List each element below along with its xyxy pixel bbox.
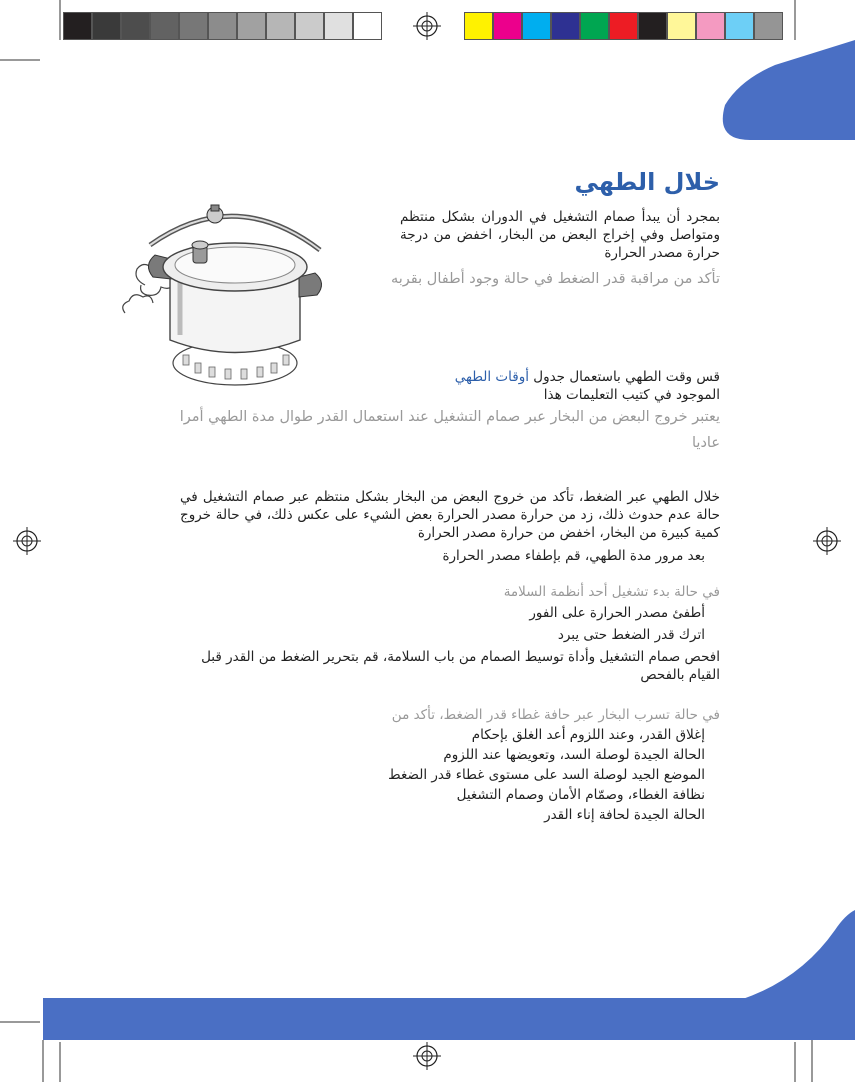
- section1-body: بمجرد أن يبدأ صمام التشغيل في الدوران بشكل منتظم ومتواصل وفي إخراج البعض من البخار، اخفض من درجة حرارة مصدر الحرارة: [400, 209, 720, 261]
- section4-item-2: اترك قدر الضغط حتى يبرد: [557, 627, 705, 643]
- section5-item-1: إغلاق القدر، وعند اللزوم أعد الغلق بإحكام: [471, 727, 705, 743]
- section3-after: بعد مرور مدة الطهي، قم بإطفاء مصدر الحرارة: [442, 548, 705, 564]
- footer-band: [43, 998, 855, 1040]
- pressure-cooker-illustration: [115, 195, 330, 395]
- section4-item-1: أطفئ مصدر الحرارة على الفور: [529, 605, 705, 621]
- section2-note: يعتبر خروج البعض من البخار عبر صمام التشغيل عند استعمال القدر طوال مدة الطهي أمرا عاديا: [179, 409, 720, 451]
- section5-item-3: الموضع الجيد لوصلة السد على مستوى غطاء قدر الضغط: [388, 767, 705, 783]
- corner-tab-top: [715, 40, 855, 140]
- section4-heading: في حالة بدء تشغيل أحد أنظمة السلامة: [503, 584, 720, 600]
- section1-note: تأكد من مراقبة قدر الضغط في حالة وجود أطفال بقربه: [391, 271, 720, 287]
- corner-tab-bottom: [740, 910, 855, 1000]
- section2-line2: الموجود في كتيب التعليمات هذا: [543, 387, 720, 403]
- section3-body: خلال الطهي عبر الضغط، تأكد من خروج البعض من البخار بشكل منتظم عبر صمام التشغيل في حالة عدم حدوث ذلك، زد من حرارة مصدر الحرارة بعض الشيء على عكس ذلك، في حالة خروج كمية كبيرة من البخار، اخفض من حرارة مصدر الحرارة: [180, 489, 720, 541]
- section4-item-3: افحص صمام التشغيل وأداة توسيط الصمام من باب السلامة، قم بتحرير الضغط من القدر قبل القيام بالفحص: [201, 649, 720, 683]
- section5-item-2: الحالة الجيدة لوصلة السد، وتعويضها عند اللزوم: [443, 747, 705, 763]
- section2-line1: [300, 368, 720, 386]
- section5-item-5: الحالة الجيدة لحافة إناء القدر: [544, 807, 705, 823]
- page-title: خلال الطهي: [574, 168, 720, 196]
- section5-item-4: نظافة الغطاء، وصمّام الأمان وصمام التشغيل: [456, 787, 705, 803]
- cooking-times-link[interactable]: أوقات الطهي: [454, 369, 529, 385]
- section5-heading: في حالة تسرب البخار عبر حافة غطاء قدر الضغط، تأكد من: [391, 707, 720, 723]
- section2-line1-text: قس وقت الطهي باستعمال جدول: [533, 369, 720, 385]
